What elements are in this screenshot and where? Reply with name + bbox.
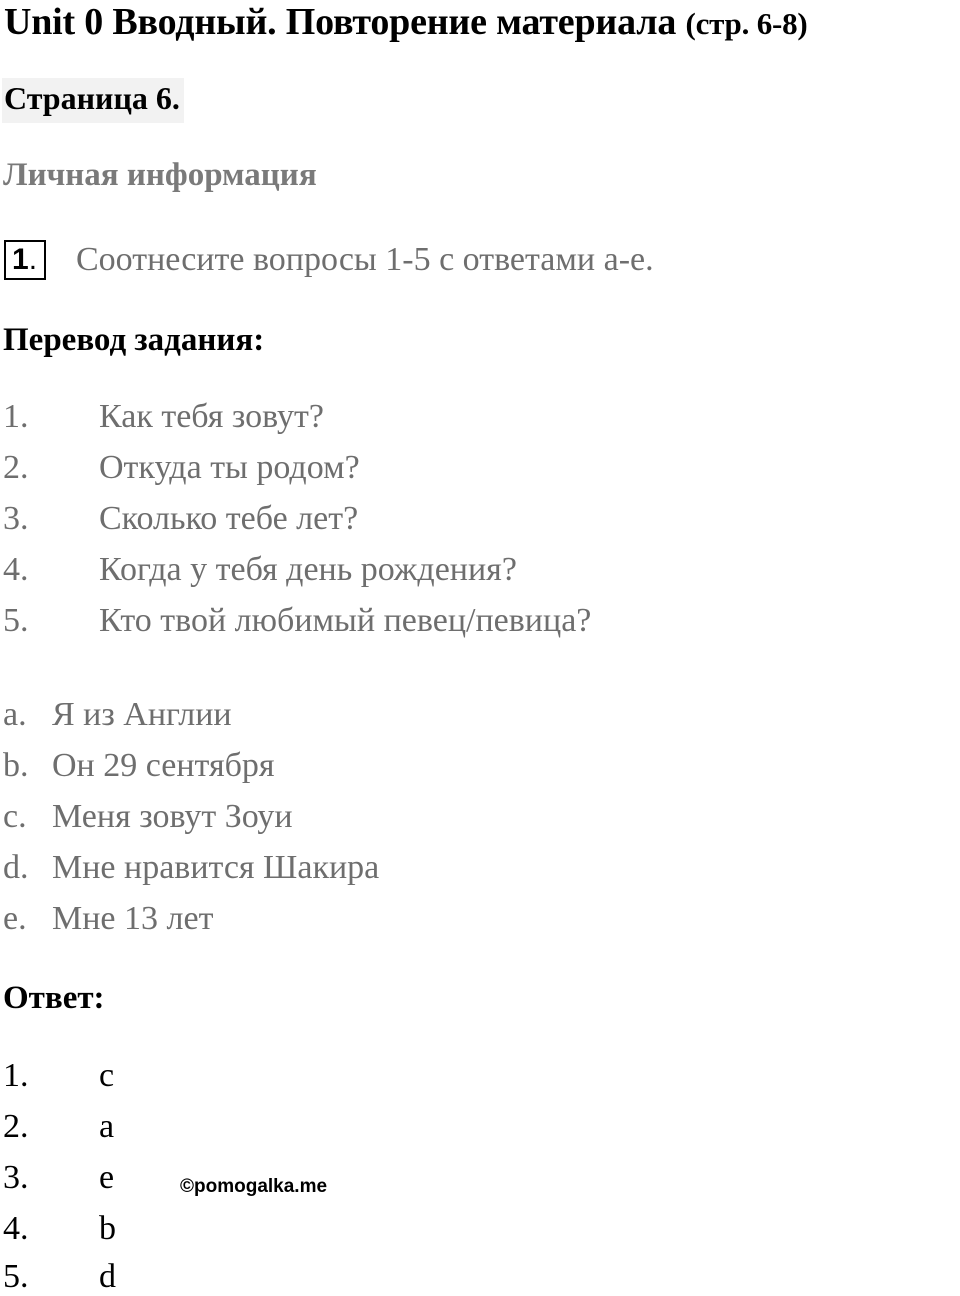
title-pages: (стр. 6-8): [685, 6, 808, 41]
answer-heading: Ответ:: [3, 980, 105, 1016]
answer-text: Меня зовут Зоуи: [52, 798, 293, 835]
question-number: 5.: [3, 602, 29, 639]
result-value: c: [99, 1057, 115, 1094]
answer-letter: d.: [3, 849, 29, 886]
section-title: Личная информация: [3, 157, 317, 193]
result-number: 5.: [3, 1258, 29, 1295]
question-text: Как тебя зовут?: [99, 398, 324, 435]
translation-heading: Перевод задания:: [3, 322, 265, 358]
answer-letter: e.: [3, 900, 27, 937]
result-number: 1.: [3, 1057, 29, 1094]
answer-letter: a.: [3, 696, 27, 733]
task-text: Соотнесите вопросы 1-5 с ответами a-e.: [76, 241, 654, 278]
page-label: Страница 6.: [2, 78, 184, 123]
task-number-box: [4, 240, 46, 280]
answer-letter: c.: [3, 798, 27, 835]
result-number: 2.: [3, 1108, 29, 1145]
answer-text: Я из Англии: [52, 696, 232, 733]
result-value: b: [99, 1210, 116, 1247]
question-number: 2.: [3, 449, 29, 486]
task-number: 1: [12, 243, 29, 276]
question-text: Когда у тебя день рождения?: [99, 551, 517, 588]
watermark-text: ©pomogalka.me: [180, 1176, 328, 1197]
answer-text: Он 29 сентября: [52, 747, 275, 784]
question-text: Сколько тебе лет?: [99, 500, 359, 537]
result-value: e: [99, 1159, 115, 1196]
question-number: 4.: [3, 551, 29, 588]
document-title: [4, 0, 808, 44]
result-value: a: [99, 1108, 115, 1145]
question-text: Откуда ты родом?: [99, 449, 360, 486]
result-number: 3.: [3, 1159, 29, 1196]
answer-letter: b.: [3, 747, 29, 784]
title-main: Unit 0 Вводный. Повторение материала: [4, 1, 677, 43]
result-number: 4.: [3, 1210, 29, 1247]
question-number: 1.: [3, 398, 29, 435]
question-text: Кто твой любимый певец/певица?: [99, 602, 592, 639]
result-value: d: [99, 1258, 116, 1295]
task-number-dot: .: [28, 243, 38, 276]
question-number: 3.: [3, 500, 29, 537]
answer-text: Мне 13 лет: [52, 900, 214, 937]
answer-text: Мне нравится Шакира: [52, 849, 380, 886]
